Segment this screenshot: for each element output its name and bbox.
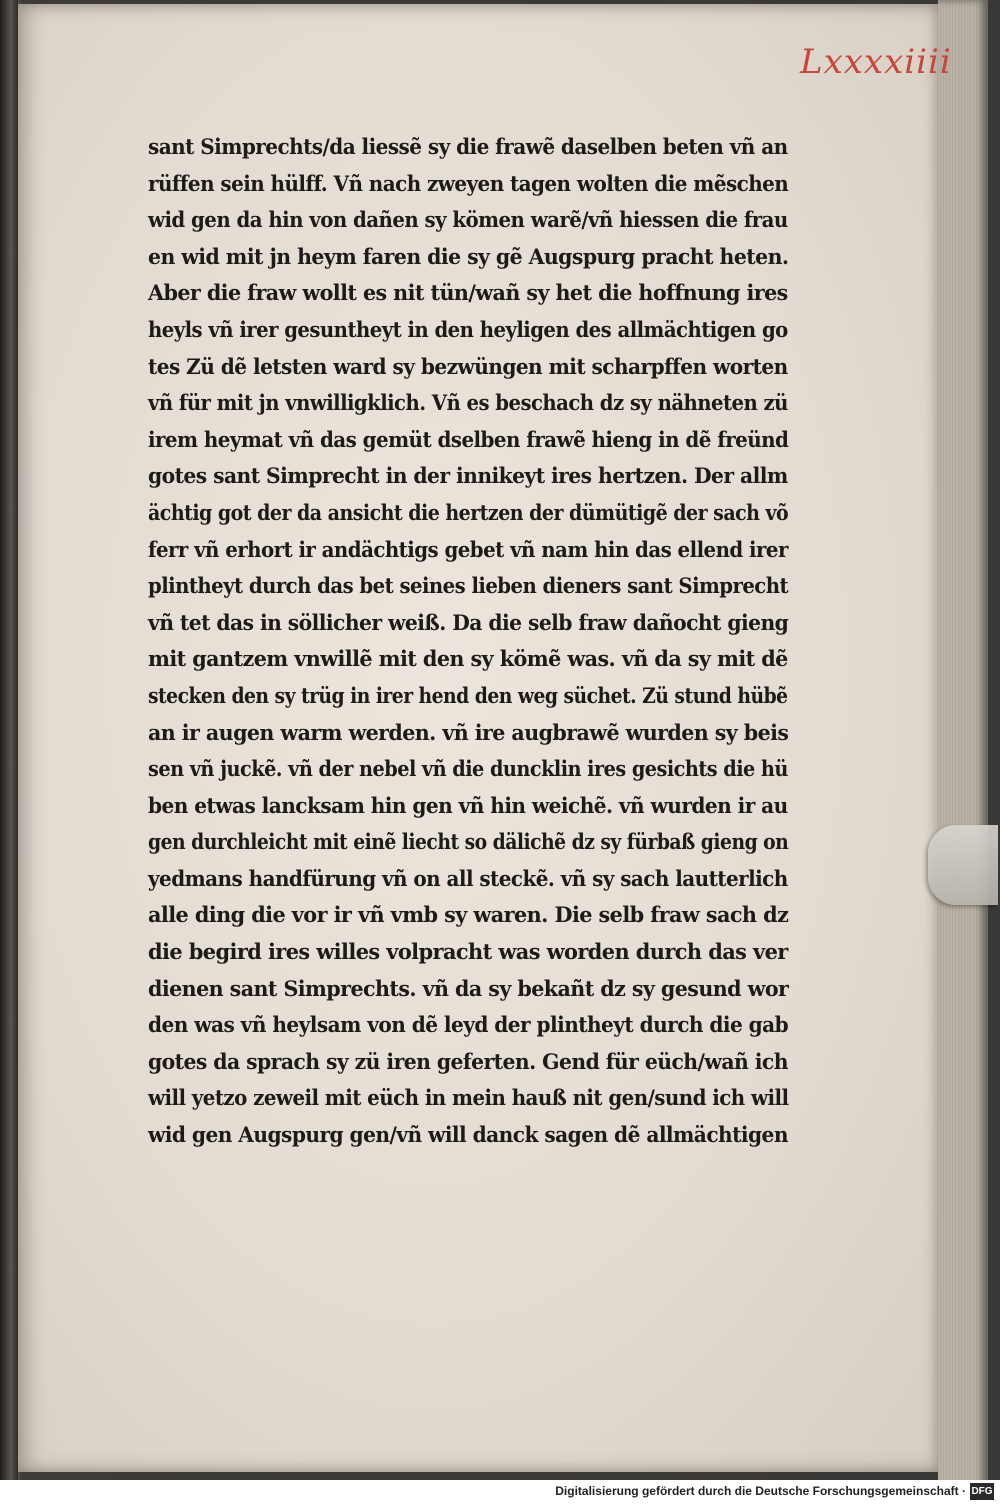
text-line: gotes da sprach sy zü iren geferten. Gend für eüch/wañ ich: [148, 1049, 788, 1075]
text-line: sant Simprechts/da liessẽ sy die frawẽ daselben beten vñ an: [148, 135, 788, 160]
text-line: stecken den sy trüg in irer hend den weg süchet. Zü stund hübẽ: [148, 683, 788, 709]
text-line: an ir augen warm werden. vñ ire augbrawẽ wurden sy beis: [148, 720, 789, 746]
text-line: will yetzo zeweil mit eüch in mein hauß nit gen/sund ich will: [148, 1086, 789, 1112]
bookmark-clip: [928, 825, 998, 905]
footer-bar: [0, 1480, 1000, 1504]
text-line: vñ tet das in söllicher weiß. Da die selb fraw dañocht gieng: [148, 610, 789, 636]
text-line: wid gen da hin von dañen sy kömen warẽ/vñ hiessen die frau: [148, 208, 788, 234]
text-line: rüffen sein hülff. Vñ nach zweyen tagen wolten die mẽschen: [148, 171, 789, 197]
text-line: den was vñ heylsam von dẽ leyd der plintheyt durch die gab: [148, 1013, 789, 1039]
text-line: ächtig got der da ansicht die hertzen der dümütigẽ der sach võ: [148, 500, 789, 526]
text-line: ben etwas lancksam hin gen vñ hin weichẽ. vñ wurden ir au: [148, 793, 788, 819]
book-gutter: [0, 0, 18, 1490]
text-line: heyls vñ irer gesuntheyt in den heyligen des allmächtigen go: [148, 317, 788, 343]
text-line: mit gantzem vnwillẽ mit den sy kömẽ was. vñ da sy mit dẽ: [148, 647, 788, 673]
text-line: alle ding die vor ir vñ vmb sy waren. Die selb fraw sach dz: [148, 903, 789, 929]
text-line: wid gen Augspurg gen/vñ will danck sagen dẽ allmächtigen: [148, 1123, 788, 1149]
text-line: sen vñ juckẽ. vñ der nebel vñ die duncklin ires gesichts die hü: [148, 757, 788, 783]
folio-number: Lxxxxiiii: [800, 42, 952, 82]
text-line: irem heymat vñ das gemüt dselben frawẽ hieng in dẽ freünd: [148, 427, 789, 453]
text-line: Aber die fraw wollt es nit tün/wañ sy het die hoffnung ires: [148, 281, 788, 307]
text-line: plintheyt durch das bet seines lieben dieners sant Simprecht: [148, 574, 789, 600]
text-line: en wid mit jn heym faren die sy gẽ Augspurg pracht heten.: [148, 244, 789, 270]
text-block: [148, 130, 788, 1155]
text-line: gen durchleicht mit einẽ liecht so dälichẽ dz sy fürbaß gieng on: [148, 830, 789, 856]
text-line: tes Zü dẽ letsten ward sy bezwüngen mit scharpffen worten: [148, 354, 788, 380]
text-line: gotes sant Simprecht in der innikeyt ires hertzen. Der allm: [148, 464, 788, 490]
text-line: ferr vñ erhort ir andächtigs gebet vñ nam hin das ellend irer: [148, 537, 788, 563]
text-line: vñ für mit jn vnwilligklich. Vñ es beschach dz sy nähneten zü: [148, 391, 788, 417]
page-fore-edge: [938, 0, 988, 1490]
text-line: dienen sant Simprechts. vñ da sy bekañt dz sy gesund wor: [148, 976, 789, 1002]
text-line: die begird ires willes volpracht was worden durch das ver: [148, 940, 788, 966]
footer-credit: Digitalisierung gefördert durch die Deutsche Forschungsgemeinschaft ·: [555, 1484, 966, 1498]
text-line: yedmans handfürung vñ on all steckẽ. vñ sy sach lautterlich: [148, 866, 788, 892]
dfg-logo[interactable]: DFG: [970, 1483, 994, 1500]
